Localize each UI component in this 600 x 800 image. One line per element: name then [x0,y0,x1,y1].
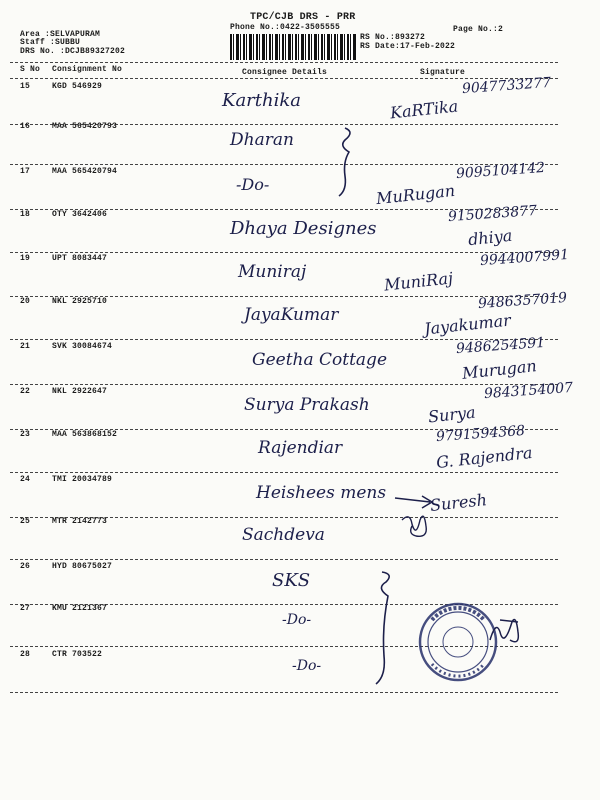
signature: G. Rajendra [435,443,534,472]
consignee-name: Heishees mens [256,483,387,503]
signature: Murugan [461,356,538,383]
col-consignee: Consignee Details [242,68,328,77]
consignment-number: UPT 8083447 [52,254,108,263]
company-header: TPC/CJB DRS - PRR [250,12,356,23]
consignment-number: TMI 20034789 [52,475,113,484]
brace-mark-2 [376,572,389,684]
consignee-name: Sachdeva [242,525,325,545]
row-sno: 28 [20,650,31,659]
brace-mark-1 [339,128,350,196]
consignee-name: Rajendiar [258,438,343,458]
signature: Surya [427,402,477,427]
row-sno: 20 [20,297,31,306]
scribble-signature [402,516,426,536]
col-signature: Signature [420,68,466,77]
row-sno: 22 [20,387,31,396]
stamp-initials [490,620,518,642]
consignment-number: NKL 2922647 [52,387,108,396]
phone-handwritten: 9486357019 [477,289,568,313]
signature: MuniRaj [383,268,454,295]
rs-date: RS Date:17-Feb-2022 [360,42,456,51]
consignment-number: CTR 703522 [52,650,103,659]
row-sno: 24 [20,475,31,484]
col-consignment: Consignment No [52,65,123,74]
consignment-number: HYD 80675027 [52,562,113,571]
consignee-name: Dharan [230,130,294,150]
phone-handwritten: 9150283877 [447,202,538,226]
consignment-number: MAA 565420794 [52,167,118,176]
col-sno: S No [20,65,41,74]
consignee-name: Surya Prakash [244,395,370,415]
consignment-number: MAA 563868152 [52,430,118,439]
consignee-name: JayaKumar [244,305,339,325]
phone-handwritten: 9944007991 [479,246,570,270]
signature: dhiya [467,225,514,250]
row-sno: 21 [20,342,31,351]
signature: KaRTika [389,96,460,123]
consignee-name: Karthika [222,90,302,111]
consignee-name: Geetha Cottage [252,350,388,370]
signature: Jayakumar [423,310,512,339]
consignment-number: KMU 2121367 [52,604,108,613]
row-sno: 16 [20,122,31,131]
consignment-number: NKL 2925710 [52,297,108,306]
signature: MuRugan [375,180,456,209]
signature: Suresh [429,490,488,515]
arrow-mark [395,496,432,508]
row-sno: 15 [20,82,31,91]
staff-label: Staff :SUBBU [20,38,81,47]
phone-handwritten: 9791594368 [435,422,526,446]
consignee-name: SKS [272,570,311,591]
row-sno: 23 [20,430,31,439]
phone-handwritten: 9095104142 [455,159,546,183]
area-label: Area :SELVAPURAM [20,30,101,39]
phone-handwritten: 9486254591 [455,334,546,358]
row-sno: 26 [20,562,31,571]
row-sno: 17 [20,167,31,176]
phone-handwritten: 9843154007 [483,379,574,403]
consignee-name: -Do- [292,658,322,674]
rs-number: RS No.:893272 [360,33,426,42]
consignee-name: Dhaya Designes [230,218,377,239]
row-sno: 27 [20,604,31,613]
phone-number: Phone No.:0422-3505555 [230,23,341,32]
company-stamp [420,604,496,680]
consignment-number: MTR 2142773 [52,517,108,526]
drs-number: DRS No. :DCJB89327202 [20,47,126,56]
consignee-name: -Do- [282,612,312,628]
consignee-name: -Do- [236,175,270,194]
row-sno: 18 [20,210,31,219]
row-sno: 19 [20,254,31,263]
page-number: Page No.:2 [453,25,504,34]
consignee-name: Muniraj [238,262,307,282]
consignment-number: SVK 30084674 [52,342,113,351]
consignment-number: KGD 546929 [52,82,103,91]
consignment-number: MAA 565420793 [52,122,118,131]
consignment-number: OTY 3642406 [52,210,108,219]
phone-handwritten: 9047733277 [461,74,552,98]
row-sno: 25 [20,517,31,526]
